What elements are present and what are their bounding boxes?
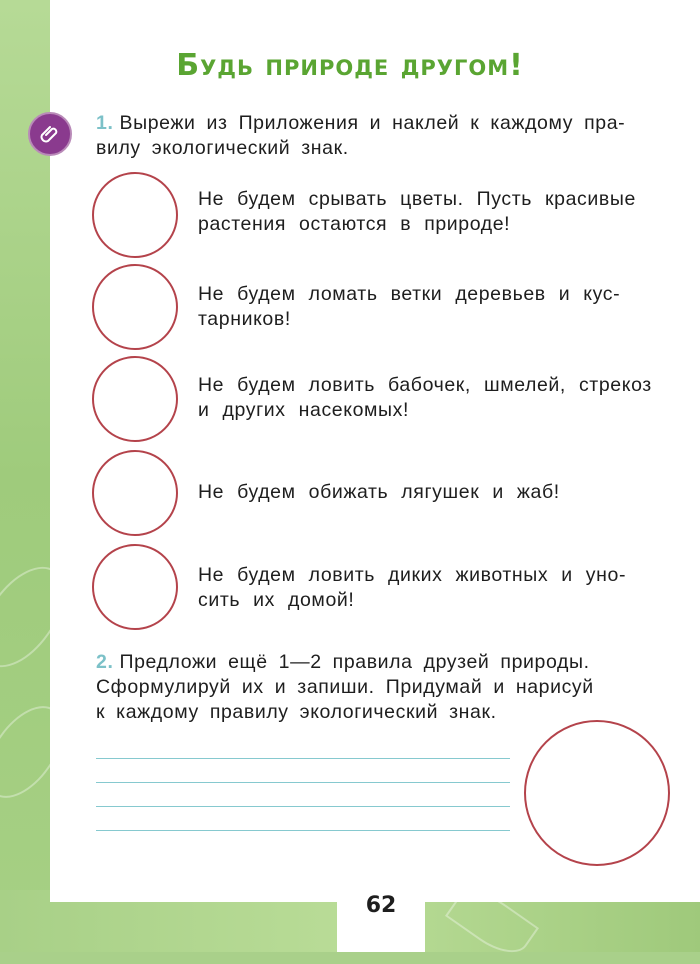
writing-line-4[interactable] [96,830,510,831]
page-number: 62 [365,893,397,918]
task-2-number: 2. [96,651,114,673]
task-2-text: 2. Предложи ещё 1—2 правила друзей природы. Сформулируй их и запиши. Придумай и нарисуй к каждому правилу экологический знак. [96,651,594,723]
rule-3: Не будем ловить бабочек, шмелей, стрекоз и других насекомых! [198,374,652,421]
writing-line-1[interactable] [96,758,510,759]
sticker-circle-5 [92,544,178,630]
paperclip-icon [28,112,72,156]
drawing-circle[interactable] [524,720,670,866]
task-1-text: 1. Вырежи из Приложения и наклей к каждому пра- вилу экологический знак. [96,112,626,159]
sticker-circle-1 [92,172,178,258]
rule-1: Не будем срывать цветы. Пусть красивые растения остаются в природе! [198,188,636,235]
sticker-circle-4 [92,450,178,536]
rule-2: Не будем ломать ветки деревьев и кус- тарников! [198,283,621,330]
sticker-circle-3 [92,356,178,442]
task-1-number: 1. [96,112,114,134]
writing-line-2[interactable] [96,782,510,783]
writing-line-3[interactable] [96,806,510,807]
rule-4: Не будем обижать лягушек и жаб! [198,481,560,503]
rule-5: Не будем ловить диких животных и уно- сить их домой! [198,564,627,611]
page-title: Будь природе другом! [176,48,524,83]
sticker-circle-2 [92,264,178,350]
